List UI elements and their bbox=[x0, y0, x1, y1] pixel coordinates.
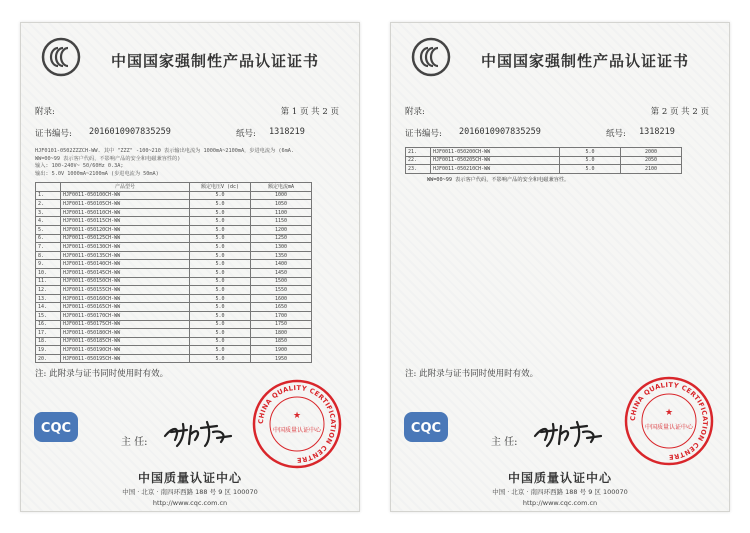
table-row bbox=[36, 286, 312, 295]
model-cell: HJF0011-050140CH-WW bbox=[61, 260, 190, 269]
table-row bbox=[36, 191, 312, 200]
cqc-logo-text: CQC bbox=[410, 421, 442, 436]
current-cell: 1350 bbox=[251, 251, 312, 260]
current-cell: 1200 bbox=[251, 225, 312, 234]
row-number-cell: 10. bbox=[36, 268, 61, 277]
current-cell: 1950 bbox=[251, 354, 312, 363]
certificate-page-2 bbox=[390, 22, 730, 512]
header-voltage: 额定电压V (dc) bbox=[190, 183, 251, 192]
voltage-cell: 5.0 bbox=[560, 148, 621, 157]
svg-text:★: ★ bbox=[292, 411, 302, 421]
current-cell: 1100 bbox=[251, 208, 312, 217]
voltage-cell: 5.0 bbox=[190, 311, 251, 320]
center-address: 中国 · 北京 · 南四环西路 188 号 9 区 100070 bbox=[122, 488, 258, 496]
chief-label: 主 任: bbox=[491, 437, 518, 448]
table-row bbox=[36, 200, 312, 209]
chief-label: 主 任: bbox=[121, 437, 148, 448]
model-table-continued bbox=[405, 147, 682, 174]
voltage-cell: 5.0 bbox=[190, 251, 251, 260]
current-cell: 1700 bbox=[251, 311, 312, 320]
customer-code-footnote: WW=00~99 表示客户代码，不影响产品的安全和电磁兼容性。 bbox=[427, 177, 570, 183]
paper-no-value: 1318219 bbox=[269, 127, 305, 137]
table-row bbox=[36, 234, 312, 243]
model-cell: HJF0011-050160CH-WW bbox=[61, 294, 190, 303]
current-cell: 1150 bbox=[251, 217, 312, 226]
model-cell: HJF0011-050105CH-WW bbox=[61, 200, 190, 209]
table-row bbox=[36, 251, 312, 260]
row-number-cell: 8. bbox=[36, 251, 61, 260]
voltage-cell: 5.0 bbox=[190, 260, 251, 269]
current-cell: 1050 bbox=[251, 200, 312, 209]
model-cell: HJF0011-050120CH-WW bbox=[61, 225, 190, 234]
model-table bbox=[35, 182, 312, 363]
current-cell: 2050 bbox=[621, 156, 682, 165]
current-cell: 1500 bbox=[251, 277, 312, 286]
table-row bbox=[36, 260, 312, 269]
row-number-cell: 21. bbox=[406, 148, 431, 157]
voltage-cell: 5.0 bbox=[190, 225, 251, 234]
svg-text:CHINA QUALITY CERTIFICATION CE bbox=[257, 384, 337, 464]
svg-text:★: ★ bbox=[664, 408, 674, 418]
voltage-cell: 5.0 bbox=[190, 191, 251, 200]
header-model: 产品型号 bbox=[61, 183, 190, 192]
center-address: 中国 · 北京 · 南四环西路 188 号 9 区 100070 bbox=[492, 488, 628, 496]
model-cell: HJF0011-050205CH-WW bbox=[431, 156, 560, 165]
row-number-cell: 19. bbox=[36, 346, 61, 355]
table-row bbox=[36, 354, 312, 363]
voltage-cell: 5.0 bbox=[190, 337, 251, 346]
model-cell: HJF0011-050115CH-WW bbox=[61, 217, 190, 226]
table-row bbox=[36, 277, 312, 286]
center-website: http://www.cqc.com.cn bbox=[522, 499, 598, 507]
cqc-logo-text: CQC bbox=[40, 421, 72, 436]
row-number-cell: 16. bbox=[36, 320, 61, 329]
product-description bbox=[35, 148, 345, 178]
row-number-cell: 3. bbox=[36, 208, 61, 217]
certificate-title: 中国国家强制性产品认证证书 bbox=[481, 52, 690, 70]
row-number-cell: 17. bbox=[36, 329, 61, 338]
row-number-cell: 18. bbox=[36, 337, 61, 346]
current-cell: 1000 bbox=[251, 191, 312, 200]
description-line: 输出: 5.0V 1000mA~2100mA (步进电流为 50mA) bbox=[35, 170, 159, 177]
model-cell: HJF0011-050190CH-WW bbox=[61, 346, 190, 355]
center-website: http://www.cqc.com.cn bbox=[152, 499, 228, 507]
table-row bbox=[36, 268, 312, 277]
center-name: 中国质量认证中心 bbox=[507, 471, 612, 485]
model-cell: HJF0011-050165CH-WW bbox=[61, 303, 190, 312]
stamp-ring-text: CHINA QUALITY CERTIFICATION CENTRE bbox=[628, 380, 710, 462]
description-line: 输入: 100-240V~ 50/60Hz 0.3A; bbox=[35, 163, 124, 169]
voltage-cell: 5.0 bbox=[190, 200, 251, 209]
row-number-cell: 23. bbox=[406, 165, 431, 174]
model-cell: HJF0011-050125CH-WW bbox=[61, 234, 190, 243]
ccc-logo-icon bbox=[411, 37, 451, 77]
table-row bbox=[36, 217, 312, 226]
svg-text:CHINA QUALITY CERTIFICATION CE bbox=[629, 381, 709, 461]
certificate-title: 中国国家强制性产品认证证书 bbox=[111, 52, 320, 70]
attachment-label: 附录: bbox=[35, 107, 55, 117]
current-cell: 1450 bbox=[251, 268, 312, 277]
table-body bbox=[36, 191, 312, 363]
table-row bbox=[36, 337, 312, 346]
model-cell: HJF0011-050170CH-WW bbox=[61, 311, 190, 320]
table-row bbox=[36, 303, 312, 312]
model-cell: HJF0011-050130CH-WW bbox=[61, 243, 190, 252]
voltage-cell: 5.0 bbox=[190, 217, 251, 226]
current-cell: 1600 bbox=[251, 294, 312, 303]
row-number-cell: 2. bbox=[36, 200, 61, 209]
current-cell: 2000 bbox=[621, 148, 682, 157]
attachment-label: 附录: bbox=[405, 107, 425, 117]
validity-note: 注: 此附录与证书同时使用时有效。 bbox=[405, 369, 539, 379]
table-row bbox=[36, 311, 312, 320]
cert-no-label: 证书编号: bbox=[35, 129, 72, 139]
voltage-cell: 5.0 bbox=[560, 165, 621, 174]
signature-icon bbox=[161, 418, 241, 450]
model-cell: HJF0011-050195CH-WW bbox=[61, 354, 190, 363]
row-number-cell: 15. bbox=[36, 311, 61, 320]
cqc-logo-icon bbox=[403, 411, 449, 443]
model-cell: HJF0011-050100CH-WW bbox=[61, 191, 190, 200]
table-row bbox=[36, 294, 312, 303]
row-number-cell: 22. bbox=[406, 156, 431, 165]
voltage-cell: 5.0 bbox=[190, 277, 251, 286]
table-row bbox=[36, 243, 312, 252]
row-number-cell: 14. bbox=[36, 303, 61, 312]
model-cell: HJF0011-050135CH-WW bbox=[61, 251, 190, 260]
cqc-logo-icon bbox=[33, 411, 79, 443]
center-name: 中国质量认证中心 bbox=[137, 471, 242, 485]
current-cell: 1850 bbox=[251, 337, 312, 346]
voltage-cell: 5.0 bbox=[190, 329, 251, 338]
voltage-cell: 5.0 bbox=[190, 243, 251, 252]
voltage-cell: 5.0 bbox=[190, 286, 251, 295]
model-cell: HJF0011-050110CH-WW bbox=[61, 208, 190, 217]
current-cell: 1800 bbox=[251, 329, 312, 338]
table-row bbox=[36, 208, 312, 217]
voltage-cell: 5.0 bbox=[190, 303, 251, 312]
voltage-cell: 5.0 bbox=[190, 208, 251, 217]
row-number-cell: 11. bbox=[36, 277, 61, 286]
table-row bbox=[406, 156, 682, 165]
current-cell: 2100 bbox=[621, 165, 682, 174]
signature-icon bbox=[531, 418, 611, 450]
voltage-cell: 5.0 bbox=[560, 156, 621, 165]
certificate-page-1 bbox=[20, 22, 360, 512]
cert-no-value: 2016010907835259 bbox=[89, 127, 171, 137]
cert-no-value: 2016010907835259 bbox=[459, 127, 541, 137]
current-cell: 1900 bbox=[251, 346, 312, 355]
table-row bbox=[406, 165, 682, 174]
table-row bbox=[36, 225, 312, 234]
table-header-row bbox=[36, 183, 312, 192]
row-number-cell: 13. bbox=[36, 294, 61, 303]
model-cell: HJF0011-050210CH-WW bbox=[431, 165, 560, 174]
validity-note: 注: 此附录与证书同时使用时有效。 bbox=[35, 369, 169, 379]
paper-no-label: 纸号: bbox=[236, 129, 256, 139]
voltage-cell: 5.0 bbox=[190, 268, 251, 277]
stamp-inner-text: 中国质量认证中心 bbox=[272, 427, 322, 434]
table-body bbox=[406, 148, 682, 174]
cert-no-label: 证书编号: bbox=[405, 129, 442, 139]
paper-no-value: 1318219 bbox=[639, 127, 675, 137]
paper-no-label: 纸号: bbox=[606, 129, 626, 139]
model-cell: HJF0011-050185CH-WW bbox=[61, 337, 190, 346]
model-cell: HJF0011-050150CH-WW bbox=[61, 277, 190, 286]
official-stamp-icon bbox=[251, 378, 343, 470]
current-cell: 1550 bbox=[251, 286, 312, 295]
model-cell: HJF0011-050200CH-WW bbox=[431, 148, 560, 157]
description-line: HJF0101-0502ZZZCH-WW. 其中 "ZZZ" -100~210 表示输出电流为 1000mA~2100mA，步进电流为 (6mA. bbox=[35, 148, 294, 154]
page-number: 第 1 页 共 2 页 bbox=[280, 107, 339, 117]
model-cell: HJF0011-050145CH-WW bbox=[61, 268, 190, 277]
table-row bbox=[36, 320, 312, 329]
header-no bbox=[36, 183, 61, 192]
row-number-cell: 20. bbox=[36, 354, 61, 363]
row-number-cell: 4. bbox=[36, 217, 61, 226]
model-cell: HJF0011-050155CH-WW bbox=[61, 286, 190, 295]
row-number-cell: 1. bbox=[36, 191, 61, 200]
row-number-cell: 6. bbox=[36, 234, 61, 243]
description-line: WW=00~99 表示客户代码，不影响产品的安全和电磁兼容性的) bbox=[35, 155, 181, 162]
table-row bbox=[406, 148, 682, 157]
current-cell: 1300 bbox=[251, 243, 312, 252]
row-number-cell: 9. bbox=[36, 260, 61, 269]
stamp-inner-text: 中国质量认证中心 bbox=[644, 424, 694, 431]
model-cell: HJF0011-050180CH-WW bbox=[61, 329, 190, 338]
voltage-cell: 5.0 bbox=[190, 294, 251, 303]
current-cell: 1400 bbox=[251, 260, 312, 269]
voltage-cell: 5.0 bbox=[190, 346, 251, 355]
stamp-ring-text: CHINA QUALITY CERTIFICATION CENTRE bbox=[256, 383, 338, 465]
ccc-logo-icon bbox=[41, 37, 81, 77]
header-current: 额定电流mA bbox=[251, 183, 312, 192]
voltage-cell: 5.0 bbox=[190, 354, 251, 363]
table-row bbox=[36, 346, 312, 355]
model-cell: HJF0011-050175CH-WW bbox=[61, 320, 190, 329]
row-number-cell: 5. bbox=[36, 225, 61, 234]
table-row bbox=[36, 329, 312, 338]
page-number: 第 2 页 共 2 页 bbox=[650, 107, 709, 117]
current-cell: 1250 bbox=[251, 234, 312, 243]
current-cell: 1650 bbox=[251, 303, 312, 312]
current-cell: 1750 bbox=[251, 320, 312, 329]
voltage-cell: 5.0 bbox=[190, 320, 251, 329]
official-stamp-icon bbox=[623, 375, 715, 467]
row-number-cell: 7. bbox=[36, 243, 61, 252]
voltage-cell: 5.0 bbox=[190, 234, 251, 243]
row-number-cell: 12. bbox=[36, 286, 61, 295]
